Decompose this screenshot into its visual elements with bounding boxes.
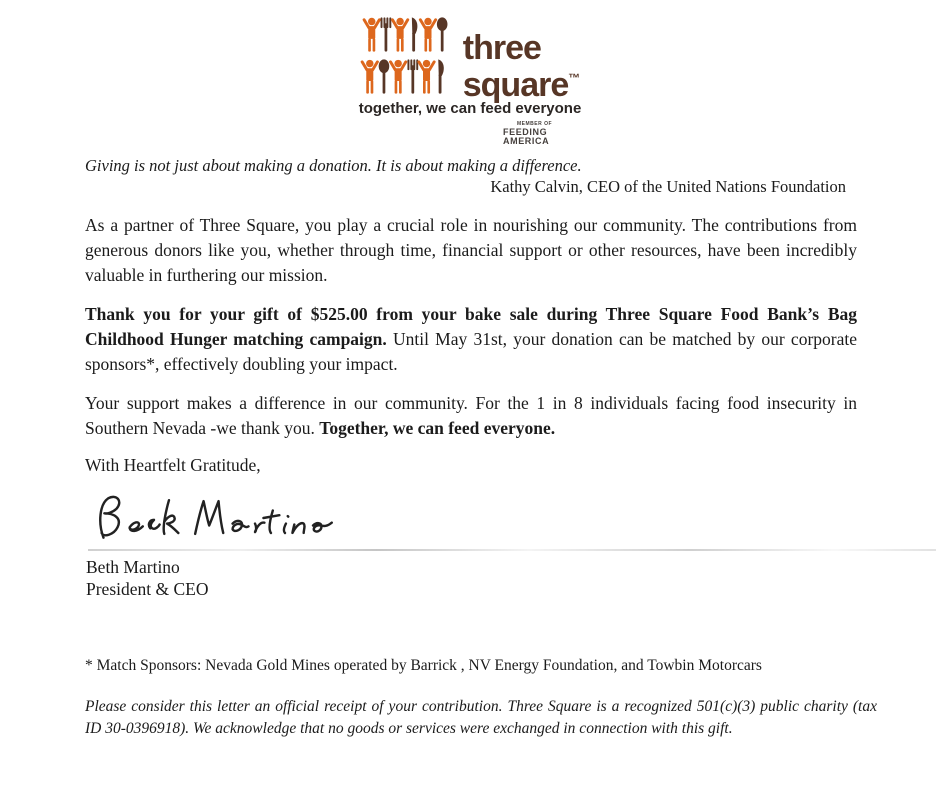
body-paragraph-1: As a partner of Three Square, you play a crucial role in nourishing our community. The contributions from generous donors like you, whether through time, financial support or other resources, have been incredibly valuable in furthering our mission. (85, 215, 857, 285)
tax-receipt-disclaimer: Please consider this letter an official receipt of your contribution. Three Square is a recognized 501(c)(3) public charity (tax ID 30-0396918). We acknowledge that no goods or services were exchanged in connection with this gift. (85, 698, 877, 737)
brand-line-2: square™ (462, 66, 581, 104)
matching-details: Until May 31st, your donation can be matched by our corporate sponsors*, effectively doubling your impact. (85, 329, 857, 374)
body-paragraph-3 (85, 391, 857, 441)
signer-title: President & CEO (86, 579, 209, 599)
quote-attribution: Kathy Calvin, CEO of the United Nations Foundation (490, 177, 846, 196)
three-square-wordmark (462, 12, 581, 104)
member-of-label: MEMBER OF (517, 121, 553, 127)
slogan-bold: Together, we can feed everyone. (319, 418, 556, 438)
trademark-symbol: ™ (568, 71, 581, 85)
america-label: AMERICA (503, 136, 550, 146)
feeding-label: FEEDING (503, 127, 548, 137)
three-square-logo-icon (360, 12, 450, 100)
scan-artifact-line (88, 549, 936, 551)
feeding-america-logo (503, 122, 565, 146)
brand-tagline: together, we can feed everyone (358, 100, 582, 117)
handwritten-signature (88, 489, 336, 547)
signer-name: Beth Martino (86, 557, 180, 577)
letterhead (0, 12, 940, 104)
valediction: With Heartfelt Gratitude, (85, 455, 261, 475)
body-paragraph-2 (85, 302, 857, 377)
impact-statement: Your support makes a difference in our community. For the 1 in 8 individuals facing food insecurity in Southern Nevada -we thank you. (85, 393, 857, 438)
opening-quote: Giving is not just about making a donation. It is about making a difference. (85, 156, 582, 175)
match-sponsors-footnote: * Match Sponsors: Nevada Gold Mines operated by Barrick , NV Energy Foundation, and Towbin Motorcars (85, 657, 762, 674)
gift-acknowledgement-bold: Thank you for your gift of $525.00 from your bake sale during Three Square Food Bank’s Bag Childhood Hunger matching campaign. (85, 304, 857, 349)
brand-line-1: three (462, 29, 541, 67)
